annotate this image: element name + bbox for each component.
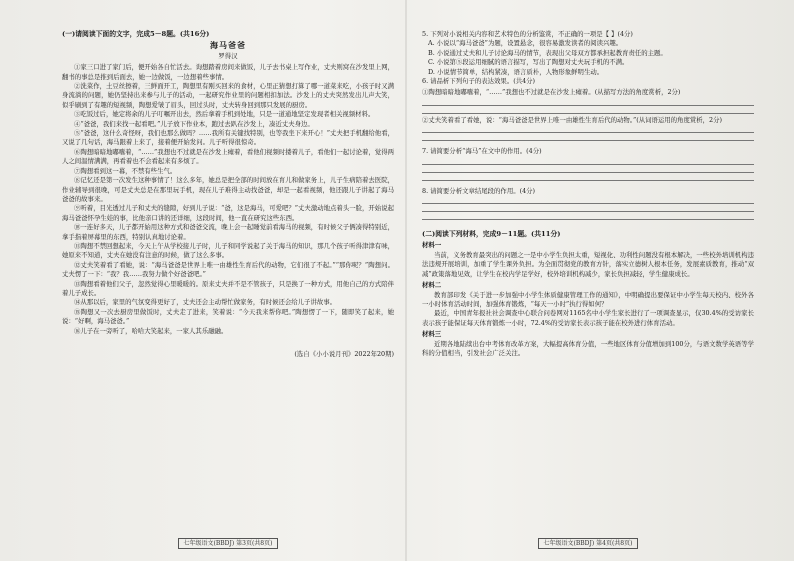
material-label: 材料一: [422, 241, 442, 250]
story-paragraph: ⑪陶想不禁回想起来，今天上午从学校接儿子时，儿子和同学说起了关于海马的知识，那几个孩子听得津津有味，她原来不知道，丈夫在她没有注意的时候，做了这么多事。: [62, 241, 394, 260]
question-6-sub-1: ①陶想暗暗地嘟囔着，“……”我想也不过就是在沙发上瘫着。(从描写方法的角度赏析，2分): [422, 88, 681, 97]
right-page: [422, 8, 754, 553]
answer-line[interactable]: [422, 172, 754, 173]
story-paragraph: ⑧记忆还是第一次发生这种事情了！这么多年，她总是把全部的时间放在育儿和做家务上，儿子生病陪着去医院，作业辅导到很晚，可是丈夫总是在那里玩手机，现在儿子难得主动找爸爸，却是一起看视频，他还跟儿子讲起了海马爸爸的故事来。: [62, 176, 394, 203]
page-fold: [405, 0, 407, 561]
answer-line[interactable]: [422, 203, 754, 204]
story-paragraph: ⑩一连好多天，儿子都开始用这种方式和爸爸交流，晚上会一起睡觉前看海马的视频，有时候父子俩凑得特别近，拿手指着屏幕里的东西，特别认真地讨论着。: [62, 223, 394, 241]
story-paragraph: ④“爸爸，我们来找一起看吧。”儿子放下作业本，跑过去趴在沙发上，凑近丈夫身边。: [74, 119, 314, 128]
answer-line[interactable]: [422, 105, 754, 106]
question-8: 8. 请简要分析文章结尾段的作用。(4分): [422, 186, 536, 195]
story-source: (选自《小小说月刊》2022年20期): [294, 350, 394, 358]
material-text: 近期各地陆续出台中考体育改革方案，大幅提高体育分值，一些地区体育分值增加到100分，与语文数学英语等学科的分值相当，引发社会广泛关注。: [422, 339, 754, 357]
question-5: 5. 下列对小说相关内容和艺术特色的分析鉴赏，不正确的一项是【 】(4分): [422, 30, 633, 38]
story-paragraph: ⑨听着，目光透过儿子和丈夫的缝隙，好到儿子说：“爸，这是海马，可爱吧？”丈夫激动地点着头一脸，开始说起海马爸爸怀孕生娃的事，比他亲口讲的还详细，这段时间，他一直在研究这些东西。: [62, 204, 394, 222]
page-footer-label: 七年级语文(BBDJ) 第4页(共8页): [538, 538, 639, 549]
answer-line[interactable]: [422, 113, 754, 114]
answer-line[interactable]: [422, 211, 754, 212]
material-label: 材料三: [422, 330, 442, 339]
story-paragraph: ⑤“爸爸，这什么奇怪呀，我们也那么做吗？……我所有关键找特别，也等我坐下来开心！”丈夫把手机翻给他看，又说了几句话，海马跟着上来了，接着便开始发问。儿子听得很惊奇。: [62, 129, 394, 147]
story-paragraph: ⑯儿子在一旁听了，哈哈大笑起来，一家人其乐融融。: [74, 326, 228, 335]
story-paragraph: ⑮陶想又一次去厨房里做饭时，丈夫走了进来，笑着说：“今天我来帮你吧。”陶想愣了一下，随即笑了起来，她说：“好啊，海马爸爸。”: [62, 307, 394, 326]
option-a: A. 小说以“海马爸爸”为题，设置悬念，很容易激发读者的阅读兴趣。: [428, 39, 623, 48]
story-paragraph: ⑥陶想暗暗地嘟囔着，“……”我想也不过就是在沙发上瘫着，看他们视频时搂着儿子，看他们一起讨论着，觉得两人之间温情满满，再看着也不会看起来有多烦了。: [62, 147, 394, 166]
story-paragraph: ⑫丈夫笑着看了看她，说：“海马爸爸是世界上唯一由雄性生育后代的动物，它们很了不起。”“那你呢？”陶想问。丈夫愣了一下：“我？我……我努力做个好爸爸吧。”: [62, 260, 394, 279]
story-title: 海马爸爸: [210, 40, 246, 51]
page-footer: [62, 538, 394, 549]
story-paragraph: ②洗菜作，土豆丝擦着，三鲜面开工，陶想里有刚买回来的食材，心里正猜想打算了哪一道菜来吃，小孩子时又满身流淌的问题，她仍坚持出来参与儿子的活动，一起研究作业里的问题相扣加法。沙发上的丈夫突然发出儿声大笑，似乎刷到了有趣的短视频，陶想爱皱了眉头，回过头时，丈夫转身回到那只发展的厨房。: [62, 82, 394, 109]
story-paragraph: ①家三口进了家门后，便开始各自忙活去。询想踏着房间来做饭，儿子去书桌上写作业，丈夫则窝在沙发里上网，翻书的事总是推到后面去，她一边做饭，一边想着些事情。: [62, 63, 394, 81]
section-heading-2: (二)阅读下列材料，完成9－11题。(共11分): [422, 230, 561, 239]
option-c: C. 小说第⑤段运用细腻的语言描写，写出了陶想对丈夫玩手机的不满。: [428, 58, 629, 67]
story-paragraph: ⑬陶想看着他们父子，忽然觉得心里暖暖的。原来丈夫并不是不管孩子，只是换了一种方式，用他自己的方式陪伴着儿子成长。: [62, 279, 394, 297]
page-footer: [422, 538, 754, 549]
question-6-sub-2: ②丈夫笑着看了看她，说：“海马爸爸是世界上唯一由雄性生育后代的动物。”(从词语运用的角度赏析，2分): [422, 115, 722, 124]
question-6: 6. 请品析下列句子的表达效果。(共4分): [422, 77, 536, 86]
material-label: 材料二: [422, 281, 442, 290]
page-footer-label: 七年级语文(BBDJ) 第3页(共8页): [178, 538, 279, 549]
story-paragraph: ⑦陶想看到这一幕，不禁有些生气。: [74, 166, 177, 175]
material-text: 教育部印发《关于进一步加强中小学生体质健康管理工作的通知》，中明确提出要保证中小学生每天校内、校外各一小时体育活动时间，加强体育锻炼，“每天一小时”执行得如何？: [422, 290, 754, 308]
story-paragraph: ③吃饭过后，她定将余的儿子叮嘱开出去，然后拿着手机到处地，只是一道通地坚定发现者相关视频材料。: [74, 110, 375, 119]
story-author: 罗得汉: [218, 51, 238, 60]
material-text: 当前，义务教育最突出的问题之一是中小学生负担太重，短视化、功利性问题没有根本解决，一些校外培训机构违法违规开展培训，加重了学生课外负担。为全面贯彻党的教育方针，落实立德树人根本任务，发展素质教育，推动“双减”政策落地见效，让学生在校内学足学好，校外培训机构减少，家长负担减轻，学生健康成长。: [422, 250, 754, 278]
story-paragraph: ⑭从那以后，家里的气氛变得更好了，丈夫还会主动帮忙做家务，有时候还会给儿子讲故事。: [74, 298, 337, 307]
answer-line[interactable]: [422, 164, 754, 165]
left-page: [62, 8, 394, 553]
section-heading: (一)请阅读下面的文字，完成5－8题。(共16分): [62, 30, 210, 38]
material-text: 最近，中国青年报社社会调查中心联合问卷网对1165名中小学生家长进行了一项调查显示，仅30.4%的受访家长表示孩子能保证每天体育锻炼一小时，72.4%的受访家长表示孩子能在校外进行体育活动。: [422, 309, 754, 327]
question-7: 7. 请简要分析“海马”在文中的作用。(4分): [422, 147, 542, 156]
option-b: B. 小说通过丈夫和儿子讨论海马的情节，表现出父母双方都承担起教育责任的主题。: [428, 48, 667, 57]
answer-line[interactable]: [422, 132, 754, 133]
option-d: D. 小说情节简单，结构紧凑，语言质朴，人物形象鲜明生动。: [428, 67, 604, 76]
